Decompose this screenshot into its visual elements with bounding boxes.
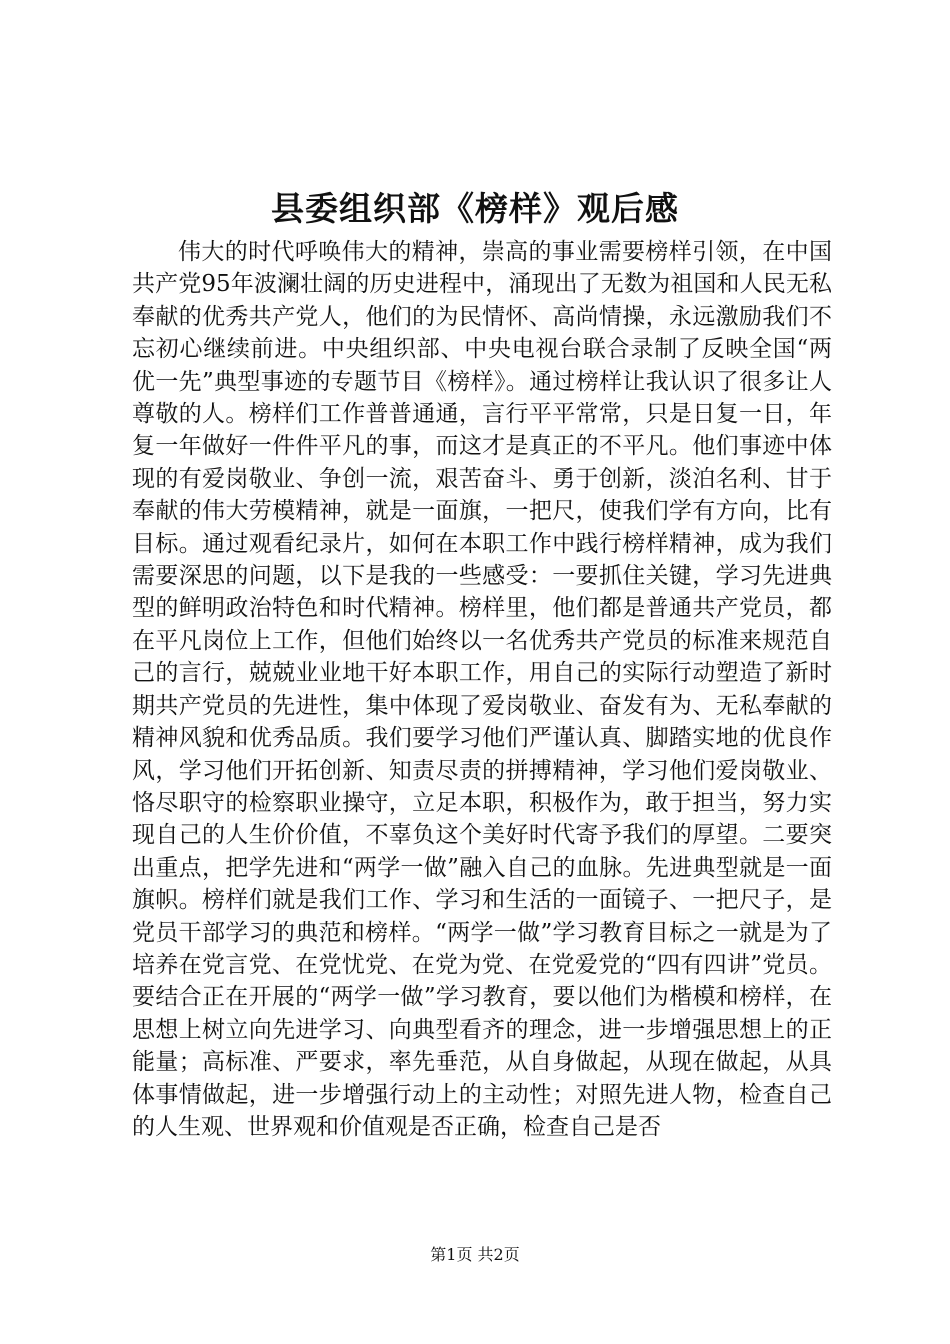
page-footer: 第1页 共2页: [430, 1245, 520, 1264]
body-paragraph: 伟大的时代呼唤伟大的精神，崇高的事业需要榜样引领，在中国共产党95年波澜壮阔的历史进程中，涌现出了无数为祖国和人民无私奉献的优秀共产党人，他们的为民情怀、高尚情操，永远激励我们不忘初心继续前进。中央组织部、中央电视台联合录制了反映全国“两优一先”典型事迹的专题节目《榜样》。通过榜样让我认识了很多让人尊敬的人。榜样们工作普普通通，言行平平常常，只是日复一日，年复一年做好一件件平凡的事，而这才是真正的不平凡。他们事迹中体现的有爱岗敬业、争创一流，艰苦奋斗、勇于创新，淡泊名利、甘于奉献的伟大劳模精神，就是一面旗，一把尺，使我们学有方向，比有目标。通过观看纪录片，如何在本职工作中践行榜样精神，成为我们需要深思的问题，以下是我的一些感受：一要抓住关键，学习先进典型的鲜明政治特色和时代精神。榜样里，他们都是普通共产党员，都在平凡岗位上工作，但他们始终以一名优秀共产党员的标准来规范自己的言行，兢兢业业地干好本职工作，用自己的实际行动塑造了新时期共产党员的先进性，集中体现了爱岗敬业、奋发有为、无私奉献的精神风貌和优秀品质。我们要学习他们严谨认真、脚踏实地的优良作风，学习他们开拓创新、知责尽责的拼搏精神，学习他们爱岗敬业、恪尽职守的检察职业操守，立足本职，积极作为，敢于担当，努力实现自己的人生价价值，不辜负这个美好时代寄予我们的厚望。二要突出重点，把学先进和“两学一做”融入自己的血脉。先进典型就是一面旗帜。榜样们就是我们工作、学习和生活的一面镜子、一把尺子，是党员干部学习的典范和榜样。“两学一做”学习教育目标之一就是为了培养在党言党、在党忧党、在党为党、在党爱党的“四有四讲”党员。要结合正在开展的“两学一做”学习教育，要以他们为楷模和榜样，在思想上树立向先进学习、向典型看齐的理念，进一步增强思想上的正能量；高标准、严要求，率先垂范，从自身做起，从现在做起，从具体事情做起，进一步增强行动上的主动性；对照先进人物，检查自己的人生观、世界观和价值观是否正确，检查自己是否: [132, 239, 832, 1140]
document-title: 县委组织部《榜样》观后感: [271, 189, 679, 228]
